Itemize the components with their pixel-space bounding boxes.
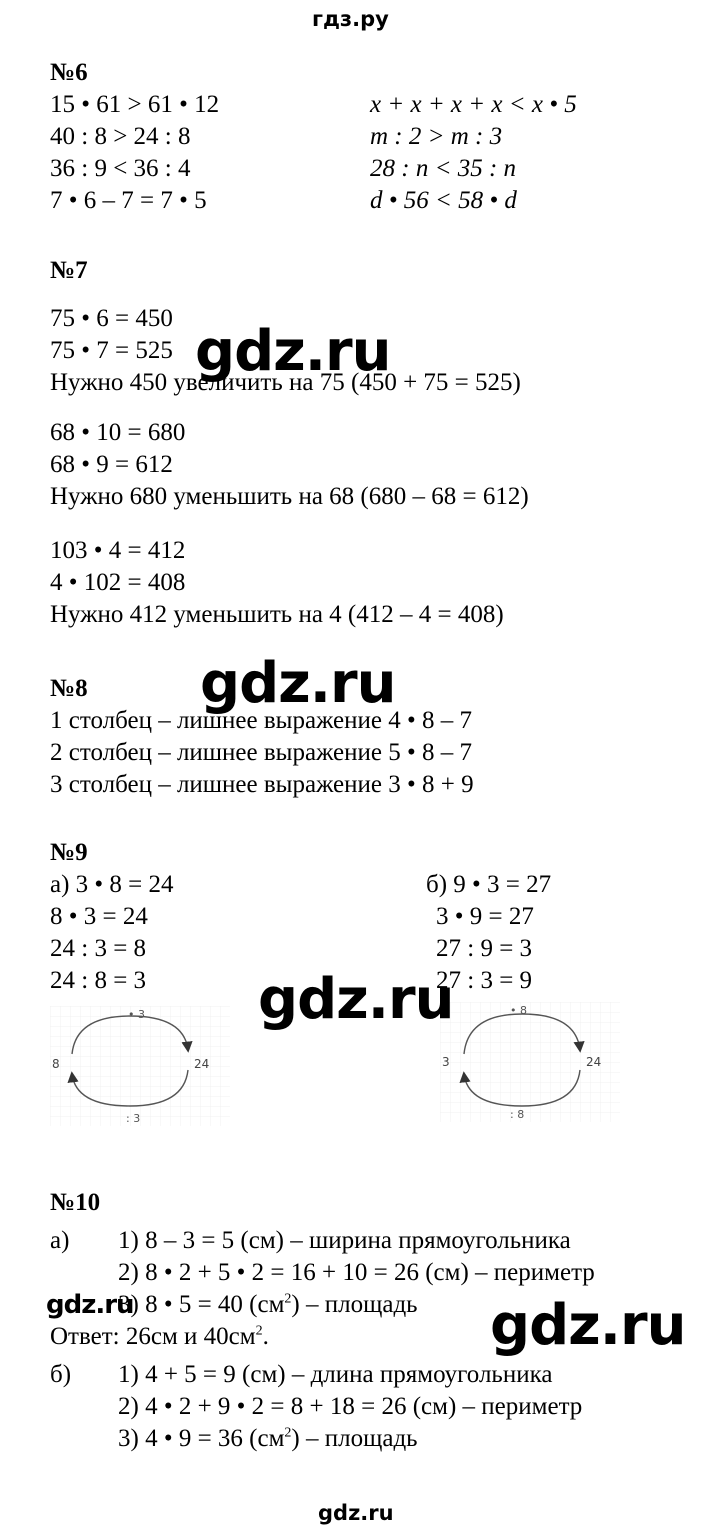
watermark: gdz.ru <box>490 1293 686 1358</box>
ex9-right-line: 27 : 9 = 3 <box>436 935 533 962</box>
ex10-b-line: 1) 4 + 5 = 9 (см) – длина прямоугольника <box>118 1361 553 1388</box>
watermark: gdz.ru <box>200 651 396 716</box>
diagram-a-top-label: • 3 <box>128 1008 145 1021</box>
ex6-left-line: 36 : 9 < 36 : 4 <box>50 155 191 182</box>
ex7-line: Нужно 450 увеличить на 75 (450 + 75 = 525) <box>50 369 521 396</box>
diagram-a-left-label: 8 <box>52 1057 60 1071</box>
ex9-right-line: б) 9 • 3 = 27 <box>426 871 552 898</box>
ex6-right-line: d • 56 < 58 • d <box>370 187 517 214</box>
ex9-left-line: 24 : 3 = 8 <box>50 935 147 962</box>
ex10-answer: Ответ: 26см и $40см^2$. <box>50 1323 269 1350</box>
watermark: gdz.ru <box>46 1290 134 1320</box>
ex8-line: 2 столбец – лишнее выражение 5 • 8 – 7 <box>50 739 472 766</box>
diagram-a-right-label: 24 <box>194 1057 210 1071</box>
ex9-left-line: 8 • 3 = 24 <box>50 903 148 930</box>
ex7-line: 68 • 10 = 680 <box>50 419 186 446</box>
diagram-b-bottom-label: : 8 <box>510 1108 525 1121</box>
diagram-b-right-label: 24 <box>586 1055 602 1069</box>
ex10-a-line: 1) 8 – 3 = 5 (см) – ширина прямоугольника <box>118 1227 571 1254</box>
exercise-6-title: №6 <box>50 59 88 86</box>
ex6-right-line: 28 : n < 35 : n <box>370 155 517 182</box>
ex10-a-line: 2) 8 • 2 + 5 • 2 = 16 + 10 = 26 (см) – периметр <box>118 1259 595 1286</box>
ex6-left-line: 40 : 8 > 24 : 8 <box>50 123 191 150</box>
ex7-line: 4 • 102 = 408 <box>50 569 186 596</box>
site-footer: gdz.ru <box>318 1501 394 1525</box>
diagram-a-bottom-label: : 3 <box>126 1112 141 1125</box>
diagram-b-left-label: 3 <box>442 1055 450 1069</box>
ex9-right-line: 27 : 3 = 9 <box>436 967 533 994</box>
cycle-diagram-b <box>440 1002 620 1122</box>
ex10-a-line: 3) 8 • 5 = 40 $(см^2)$ – площадь <box>118 1291 418 1318</box>
ex10-b-line: 2) 4 • 2 + 9 • 2 = 8 + 18 = 26 (см) – периметр <box>118 1393 583 1420</box>
ex10-b-label: б) <box>50 1361 72 1388</box>
diagram-b-top-label: • 8 <box>510 1004 527 1017</box>
ex8-line: 3 столбец – лишнее выражение 3 • 8 + 9 <box>50 771 474 798</box>
watermark: gdz.ru <box>195 319 391 384</box>
ex6-right-line: m : 2 > m : 3 <box>370 123 503 150</box>
ex7-line: Нужно 412 уменьшить на 4 (412 – 4 = 408) <box>50 601 504 628</box>
ex9-left-line: 24 : 8 = 3 <box>50 967 147 994</box>
ex6-left-line: 7 • 6 – 7 = 7 • 5 <box>50 187 207 214</box>
ex10-a-label: а) <box>50 1227 70 1254</box>
cycle-diagram-a <box>50 1006 230 1126</box>
ex7-line: 75 • 6 = 450 <box>50 305 173 332</box>
ex10-b-line: 3) 4 • 9 = 36 $(см^2)$ – площадь <box>118 1425 418 1452</box>
ex9-left-line: а) 3 • 8 = 24 <box>50 871 174 898</box>
watermark: gdz.ru <box>258 967 454 1032</box>
ex9-right-line: 3 • 9 = 27 <box>436 903 534 930</box>
ex7-line: 68 • 9 = 612 <box>50 451 173 478</box>
ex6-left-line: 15 • 61 > 61 • 12 <box>50 91 220 118</box>
ex6-right-line: x + x + x + x < x • 5 <box>370 91 577 118</box>
ex7-line: 75 • 7 = 525 <box>50 337 173 364</box>
ex8-line: 1 столбец – лишнее выражение 4 • 8 – 7 <box>50 707 472 734</box>
site-header: гдз.ру <box>312 7 389 31</box>
exercise-10-title: №10 <box>50 1189 101 1216</box>
ex7-line: Нужно 680 уменьшить на 68 (680 – 68 = 612) <box>50 483 529 510</box>
exercise-7-title: №7 <box>50 257 88 284</box>
exercise-8-title: №8 <box>50 675 88 702</box>
exercise-9-title: №9 <box>50 839 88 866</box>
ex7-line: 103 • 4 = 412 <box>50 537 186 564</box>
